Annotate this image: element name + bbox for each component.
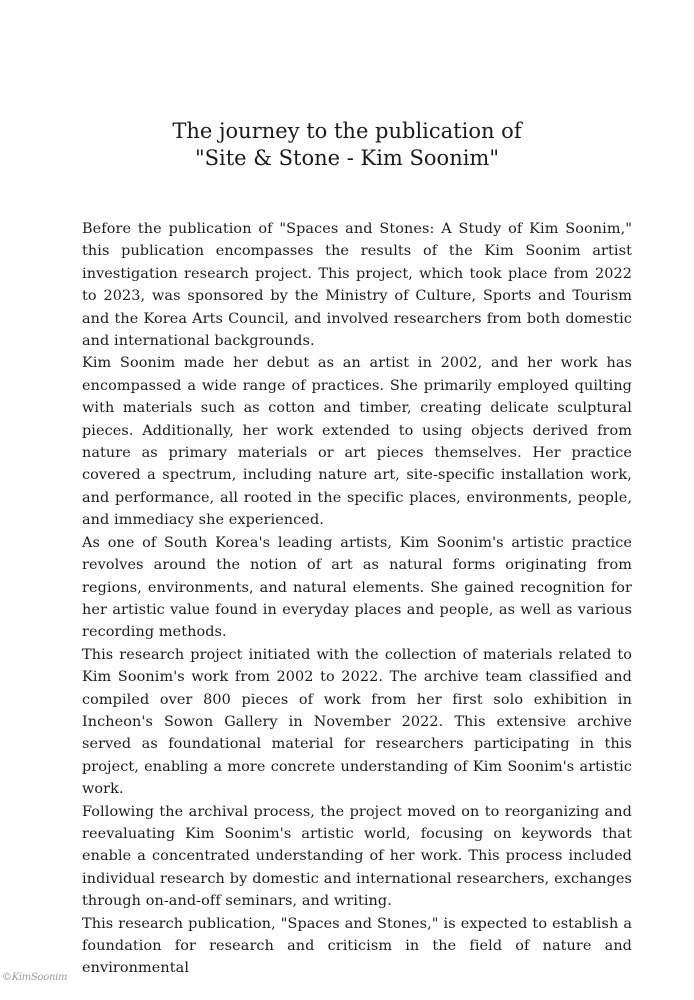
paragraph: This research publication, "Spaces and Stones," is expected to establish a foundation for research and criticism in the field of nature and environmental <box>82 915 632 977</box>
body-text <box>82 218 632 980</box>
page-title <box>0 118 694 172</box>
paragraph: Following the archival process, the project moved on to reorganizing and reevaluating Kim Soonim's artistic world, focusing on keywords that enable a concentrated understanding of her work. This process included individual research by domestic and international researchers, exchanges through on-and-off seminars, and writing. <box>82 803 632 910</box>
paragraph: This research project initiated with the collection of materials related to Kim Soonim's work from 2002 to 2022. The archive team classified and compiled over 800 pieces of work from her first solo exhibition in Incheon's Sowon Gallery in November 2022. This extensive archive served as foundational material for researchers participating in this project, enabling a more concrete understanding of Kim Soonim's artistic work. <box>82 646 632 798</box>
title-line-1: The journey to the publication of <box>172 119 522 143</box>
paragraph: Before the publication of "Spaces and Stones: A Study of Kim Soonim," this publication encompasses the results of the Kim Soonim artist investigation research project. This project, which took place from 2022 to 2023, was sponsored by the Ministry of Culture, Sports and Tourism and the Korea Arts Council, and involved researchers from both domestic and international backgrounds. <box>82 221 632 350</box>
paragraph: As one of South Korea's leading artists, Kim Soonim's artistic practice revolves around the notion of art as natural forms originating from regions, environments, and natural elements. She gained recognition for her artistic value found in everyday places and people, as well as various recording methods. <box>82 534 632 641</box>
paragraph: Kim Soonim made her debut as an artist in 2002, and her work has encompassed a wide range of practices. She primarily employed quilting with materials such as cotton and timber, creating delicate sculptural pieces. Additionally, her work extended to using objects derived from nature as primary materials or art pieces themselves. Her practice covered a spectrum, including nature art, site-specific installation work, and performance, all rooted in the specific places, environments, people, and immediacy she experienced. <box>82 355 632 529</box>
copyright-watermark: ©KimSoonim <box>2 972 68 983</box>
title-line-2: "Site & Stone - Kim Soonim" <box>194 146 500 170</box>
